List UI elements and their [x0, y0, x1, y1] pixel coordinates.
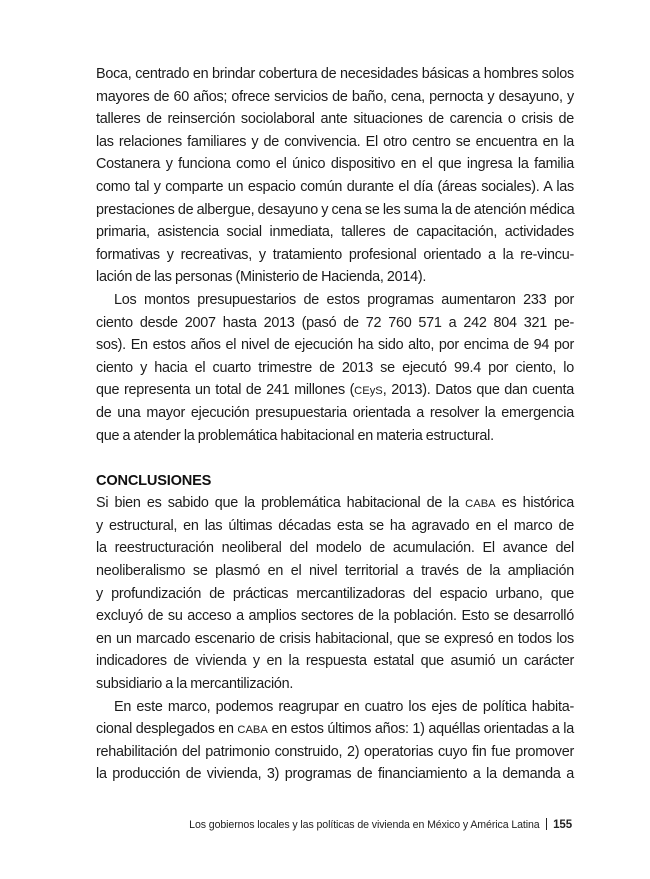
text-line: prestaciones de albergue, desayuno y cena se les suma la de atención médica: [96, 201, 575, 218]
text-line: ciento y hacia el cuarto trimestre de 2013 se ejecutó 99.4 por ciento, lo: [96, 359, 574, 376]
text-line: sos). En estos años el nivel de ejecución ha sido alto, por encima de 94 por: [96, 337, 574, 354]
text-line: En este marco, podemos reagrupar en cuatro los ejes de política habita-: [114, 698, 574, 715]
text-segment: cional desplegados en: [96, 721, 238, 738]
acronym-ceys: CEyS: [354, 385, 383, 398]
text-segment: es histórica: [495, 495, 574, 512]
section-heading: CONCLUSIONES: [96, 472, 212, 489]
text-line: primaria, asistencia social inmediata, talleres de capacitación, actividades: [96, 224, 574, 241]
running-title: Los gobiernos locales y las políticas de vivienda en México y América Latina: [189, 819, 540, 831]
text-segment: , 2013). Datos que dan cuenta: [382, 382, 574, 399]
text-line: [96, 492, 574, 515]
paragraph-2: [96, 289, 574, 447]
text-line: de una mayor ejecución presupuestaria orientada a resolver la emergencia: [96, 404, 574, 421]
text-line: neoliberalismo se plasmó en el nivel territorial a través de la ampliación: [96, 563, 574, 580]
text-line: talleres de reinserción sociolaboral ante situaciones de carencia o crisis de: [96, 111, 574, 128]
text-line: y estructural, en las últimas décadas esta se ha agravado en el marco de: [96, 517, 574, 534]
text-line: Los montos presupuestarios de estos programas aumentaron 233 por: [114, 291, 574, 308]
text-line: lación de las personas (Ministerio de Hacienda, 2014).: [96, 269, 427, 286]
conclusions-paragraph-1: [96, 492, 574, 695]
text-line: formativas y recreativas, y tratamiento profesional orientado a la re-vincu-: [96, 246, 574, 263]
text-line: ciento desde 2007 hasta 2013 (pasó de 72 760 571 a 242 804 321 pe-: [96, 314, 574, 331]
text-line: la producción de vivienda, 3) programas de financiamiento a la demanda a: [96, 766, 574, 783]
text-line: Costanera y funciona como el único dispositivo en el que ingresa la familia: [96, 156, 574, 173]
page-footer: [189, 817, 572, 833]
text-line: subsidiario a la mercantilización.: [96, 676, 294, 693]
text-line: [96, 379, 574, 402]
text-line: que a atender la problemática habitacional en materia estructural.: [96, 427, 494, 444]
text-segment: que representa un total de 241 millones (: [96, 382, 355, 399]
page-number: 155: [553, 819, 572, 831]
acronym-caba: CABA: [465, 498, 496, 511]
text-line: rehabilitación del patrimonio construido, 2) operatorias cuyo fin fue promover: [96, 743, 574, 760]
text-line: mayores de 60 años; ofrece servicios de baño, cena, pernocta y desayuno, y: [96, 88, 574, 105]
body-text: [96, 63, 574, 786]
text-line: indicadores de vivienda y en la respuesta estatal que asumió un carácter: [96, 653, 574, 670]
text-line: las relaciones familiares y de convivencia. El otro centro se encuentra en la: [96, 133, 574, 150]
acronym-caba: CABA: [237, 724, 268, 737]
text-segment: Si bien es sabido que la problemática habitacional de la: [96, 495, 466, 512]
text-line: [96, 718, 574, 741]
text-segment: en estos últimos años: 1) aquéllas orientadas a la: [267, 721, 575, 738]
conclusions-paragraph-2: [96, 696, 574, 786]
text-line: Boca, centrado en brindar cobertura de necesidades básicas a hombres solos: [96, 66, 574, 82]
footer-separator: [546, 818, 548, 830]
text-line: excluyó de su acceso a amplios sectores de la población. Esto se desarrolló: [96, 608, 574, 625]
text-line: como tal y comparte un espacio común durante el día (áreas sociales). A las: [96, 178, 574, 195]
text-line: y profundización de prácticas mercantilizadoras del espacio urbano, que: [96, 585, 574, 602]
text-line: la reestructuración neoliberal del modelo de acumulación. El avance del: [96, 540, 574, 557]
text-line: en un marcado escenario de crisis habitacional, que se expresó en todos los: [96, 630, 574, 647]
paragraph-1: [96, 63, 574, 289]
